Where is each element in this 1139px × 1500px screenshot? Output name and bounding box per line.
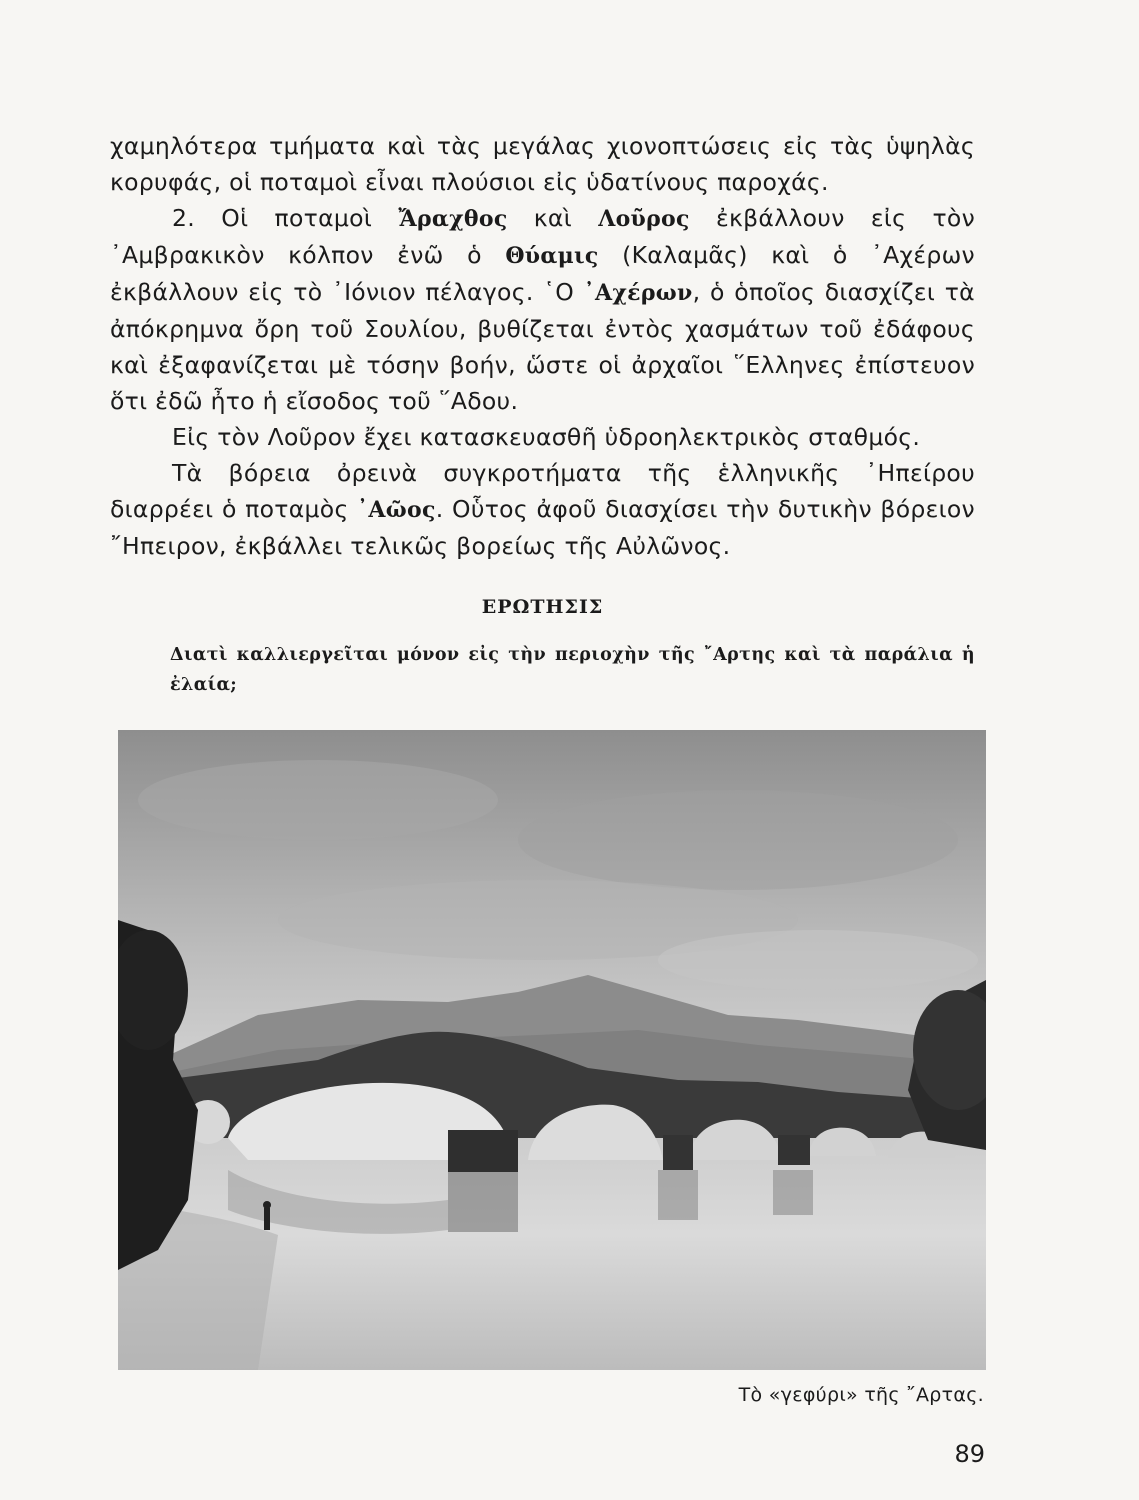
text-run: ἐκβάλλουν εἰς τὸν ᾿Αμβρακικὸν κόλπον ἐνῶ ὁ <box>110 204 976 269</box>
river-name-louros: Λοῦρος <box>598 206 690 232</box>
text-run: Τὰ βόρεια ὀρεινὰ συγκροτήματα τῆς ἑλληνικῆς ᾿Ηπείρου διαρρέει ὁ ποταμὸς <box>110 459 975 523</box>
river-name-acheron: ᾿Αχέρων <box>583 280 693 306</box>
paragraph-2 <box>110 200 975 419</box>
paragraph-number: 2. <box>172 204 196 232</box>
text-run: . Οὗτος ἀφοῦ διασχίσει τὴν δυτικὴν βόρειον ῎Ηπειρον, ἐκβάλλει τελικῶς βορείως τῆς Αὐλῶνος. <box>110 495 975 560</box>
body-text <box>110 128 975 564</box>
question-1: Διατὶ καλλιεργεῖται μόνον εἰς τὴν περιοχὴν τῆς ῎Αρτης καὶ τὰ παράλια ἡ ἐλαία; <box>170 645 975 695</box>
text-run: καὶ <box>507 204 599 232</box>
questions-heading: ΕΡΩΤΗΣΙΣ <box>481 596 604 618</box>
photo-caption: Τὸ «γεφύρι» τῆς ῎Αρτας. <box>738 1384 984 1406</box>
paragraph-4 <box>110 455 975 564</box>
river-name-arachthos: Ἄραχθος <box>398 206 508 232</box>
river-name-thyamis: Θύαμις <box>505 243 599 269</box>
text-run: , ὁ ὁποῖος διασχίζει τὰ ἀπόκρημνα ὄρη τοῦ Σουλίου, βυθίζεται ἐντὸς χασμάτων τοῦ ἐδάφους καὶ ἐξαφανίζεται μὲ τόσην βοήν, ὥστε οἱ ἀρχαῖοι ῞Ελληνες ἐπίστευον ὅτι ἐδῶ ἦτο ἡ εἴσοδος τοῦ ῞Αδου. <box>110 278 975 415</box>
page-number: 89 <box>954 1440 985 1468</box>
paragraph-3 <box>110 419 975 455</box>
text-run: (Καλαμᾶς) καὶ ὁ ᾿Αχέρων ἐκβάλλουν εἰς τὸ ᾿Ιόνιον πέλαγος. ῾Ο <box>110 241 975 306</box>
paragraph-1-text: χαμηλότερα τμήματα καὶ τὰς μεγάλας χιονοπτώσεις εἰς τὰς ὑψηλὰς κορυφάς, οἱ ποταμοὶ εἶναι πλούσιοι εἰς ὑδατίνους παροχάς. <box>110 132 975 196</box>
text-run: Οἱ ποταμοὶ <box>195 204 399 232</box>
paragraph-3-text: Εἰς τὸν Λοῦρον ἔχει κατασκευασθῆ ὑδροηλεκτρικὸς σταθμός. <box>172 423 921 451</box>
paragraph-1 <box>110 128 975 200</box>
bridge-of-arta-image <box>118 730 986 1370</box>
bridge-photo <box>118 730 986 1370</box>
river-name-aoos: ᾿Αῶος <box>357 497 436 523</box>
